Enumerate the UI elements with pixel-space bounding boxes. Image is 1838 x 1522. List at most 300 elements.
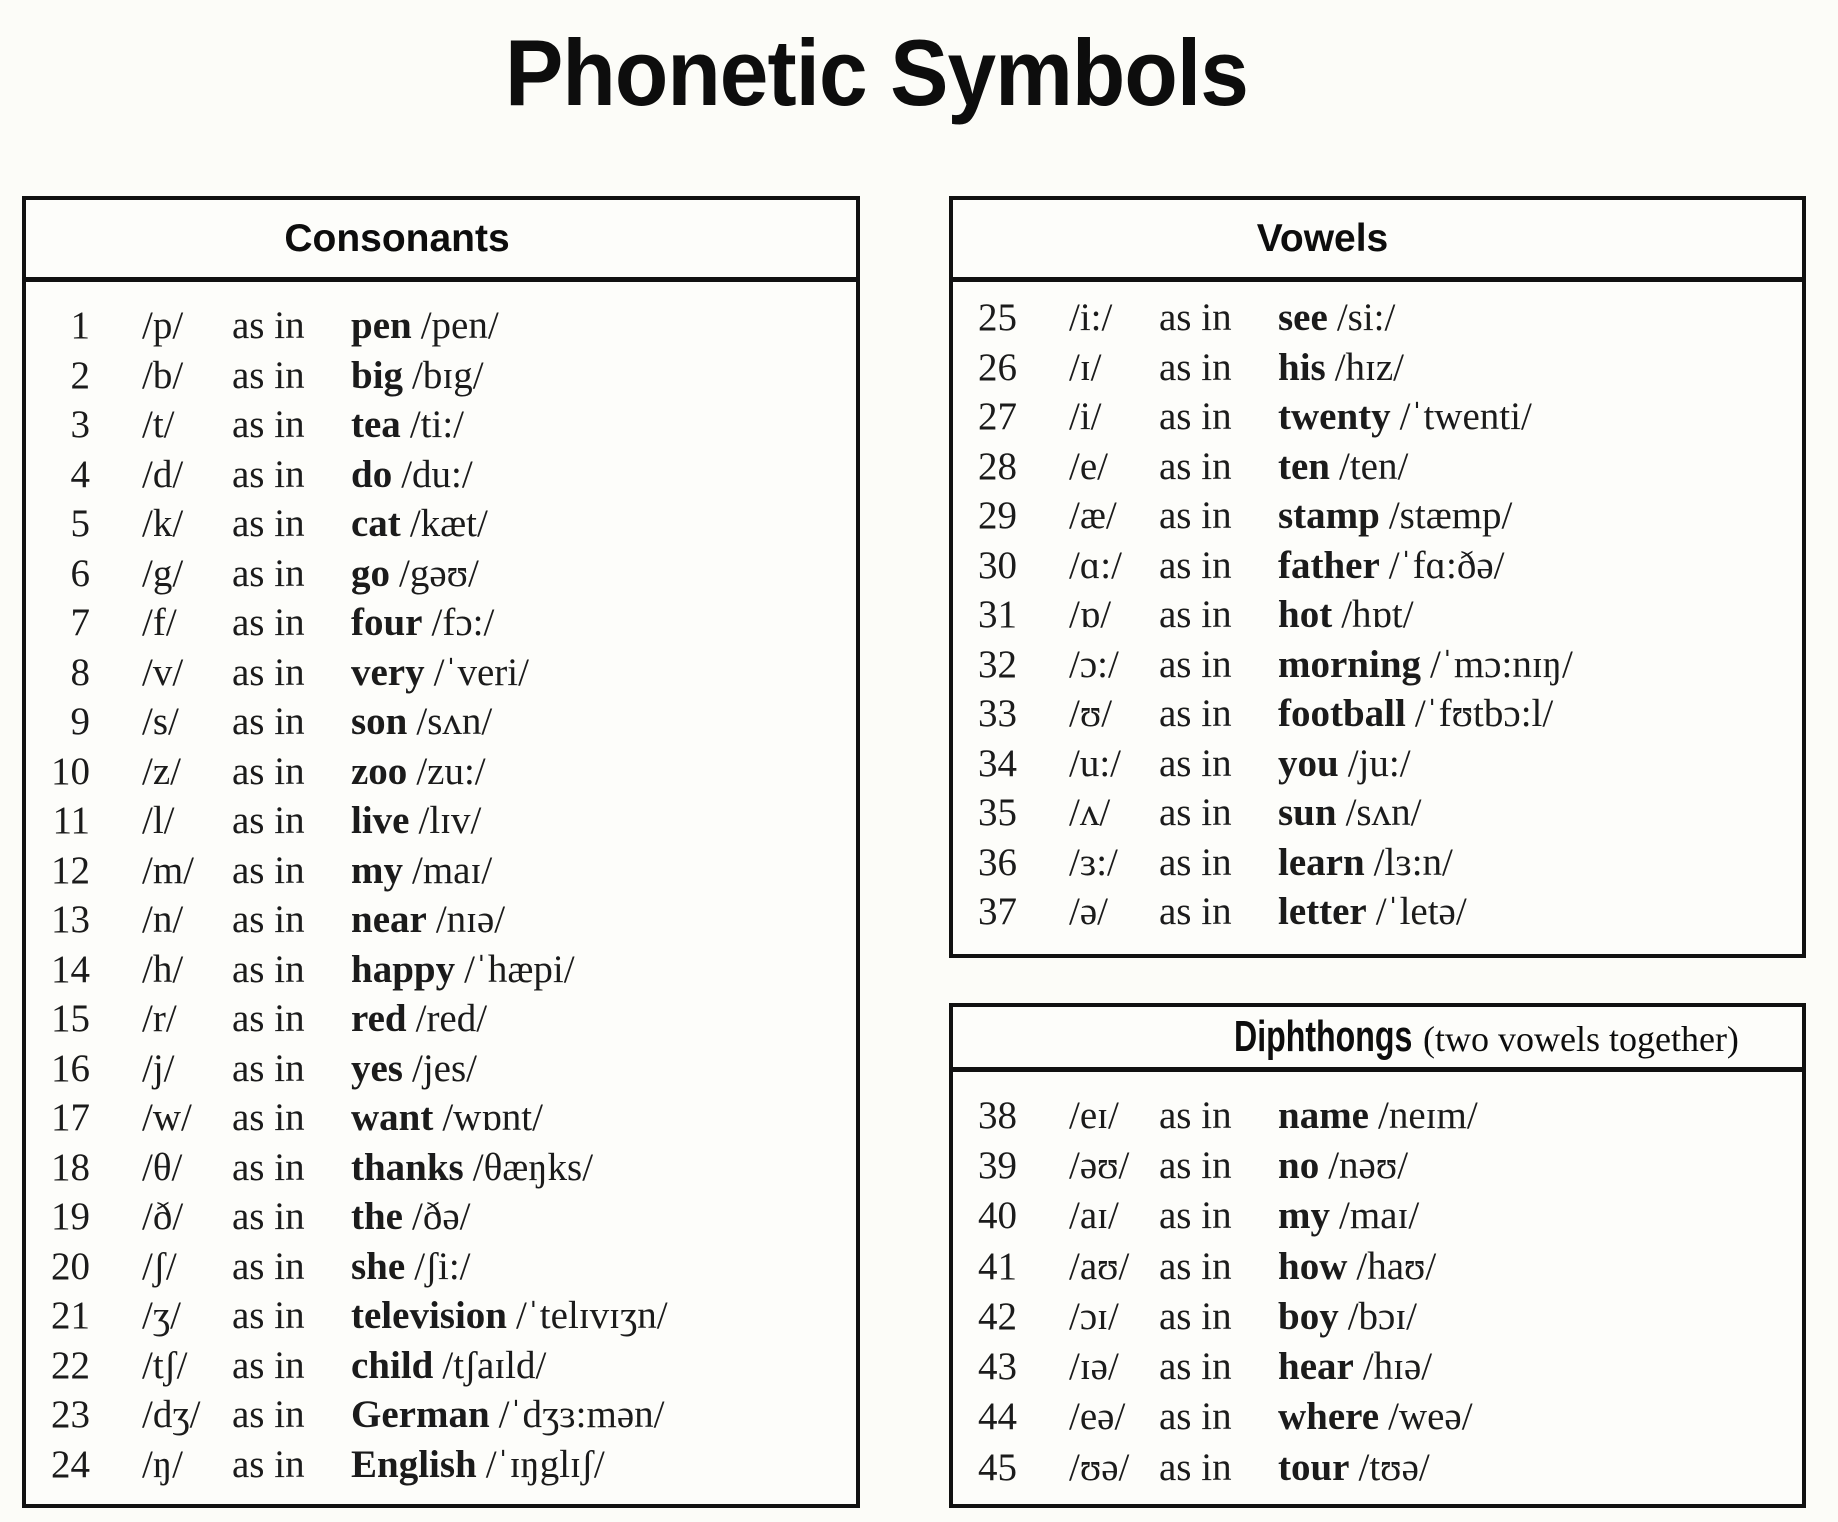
- consonants-header: [26, 200, 856, 282]
- row-example-word: no: [1278, 1143, 1320, 1187]
- consonants-row-10: [26, 747, 856, 797]
- row-symbol: /tʃ/: [142, 1343, 188, 1387]
- row-example-transcription: /ju:/: [1347, 741, 1411, 785]
- row-number: 15: [51, 997, 90, 1041]
- diphthongs-box: [949, 1003, 1806, 1508]
- row-example-word: football: [1278, 692, 1406, 736]
- vowels-row-35: [953, 788, 1802, 838]
- row-symbol: /g/: [142, 551, 184, 595]
- row-example-word: stamp: [1278, 494, 1380, 538]
- row-example: [351, 798, 856, 843]
- vowels-row-30: [953, 541, 1802, 591]
- row-example: [1278, 394, 1802, 439]
- vowels-header: [953, 200, 1802, 282]
- row-as-in-label: as in: [1159, 1294, 1232, 1338]
- row-number: 8: [70, 650, 90, 694]
- row-number: 31: [978, 593, 1017, 637]
- row-number: 19: [51, 1195, 90, 1239]
- row-example: [351, 1442, 856, 1487]
- diphthongs-row-40: [953, 1191, 1802, 1241]
- row-example: [1278, 1394, 1802, 1439]
- row-example: [1278, 889, 1802, 934]
- row-as-in-label: as in: [1159, 1445, 1232, 1489]
- row-symbol: /ɒ/: [1069, 593, 1112, 637]
- consonants-row-4: [26, 450, 856, 500]
- row-example: [351, 1194, 856, 1239]
- row-as-in-label: as in: [232, 452, 305, 496]
- row-example: [351, 1244, 856, 1289]
- row-symbol: /ɜ:/: [1069, 840, 1118, 884]
- row-example: [1278, 1143, 1802, 1188]
- diphthongs-row-41: [953, 1241, 1802, 1291]
- row-as-in-label: as in: [232, 700, 305, 744]
- row-symbol: /l/: [142, 799, 175, 843]
- row-as-in-label: as in: [232, 898, 305, 942]
- row-example-transcription: /θæŋks/: [472, 1145, 594, 1189]
- row-example-word: go: [351, 551, 390, 595]
- row-as-in-label: as in: [1159, 1345, 1232, 1389]
- row-example-transcription: /ˈletə/: [1375, 890, 1467, 934]
- row-example: [351, 1046, 856, 1091]
- consonants-row-20: [26, 1242, 856, 1292]
- row-number: 21: [51, 1294, 90, 1338]
- row-example-word: television: [351, 1294, 507, 1338]
- row-example: [1278, 543, 1802, 588]
- row-example-transcription: /ðə/: [412, 1195, 471, 1239]
- row-symbol: /ʊ/: [1069, 692, 1113, 736]
- row-example: [351, 402, 856, 447]
- consonants-row-12: [26, 846, 856, 896]
- row-example-transcription: /ti:/: [409, 403, 464, 447]
- row-example-word: sun: [1278, 791, 1337, 835]
- row-example: [1278, 1244, 1802, 1289]
- row-example-transcription: /lɪv/: [418, 799, 482, 843]
- row-example-word: child: [351, 1343, 434, 1387]
- row-number: 30: [978, 543, 1017, 587]
- consonants-row-16: [26, 1044, 856, 1094]
- row-as-in-label: as in: [1159, 296, 1232, 340]
- row-example: [351, 551, 856, 596]
- row-symbol: /f/: [142, 601, 177, 645]
- diphthongs-row-43: [953, 1341, 1802, 1391]
- row-number: 16: [51, 1046, 90, 1090]
- diphthongs-row-38: [953, 1090, 1802, 1140]
- row-example-word: cat: [351, 502, 401, 546]
- row-example-transcription: /lɜ:n/: [1373, 840, 1453, 884]
- row-as-in-label: as in: [232, 304, 305, 348]
- row-example-transcription: /sʌn/: [1345, 791, 1422, 835]
- row-example-word: learn: [1278, 840, 1365, 884]
- row-symbol: /u:/: [1069, 741, 1122, 785]
- row-example: [1278, 345, 1802, 390]
- consonants-row-17: [26, 1093, 856, 1143]
- row-example-transcription: /nɪə/: [435, 898, 506, 942]
- row-symbol: /eə/: [1069, 1395, 1126, 1439]
- row-as-in-label: as in: [232, 947, 305, 991]
- row-symbol: /æ/: [1069, 494, 1117, 538]
- row-example-word: morning: [1278, 642, 1422, 686]
- vowels-row-31: [953, 590, 1802, 640]
- row-as-in-label: as in: [1159, 692, 1232, 736]
- row-example-transcription: /ˈveri/: [433, 650, 529, 694]
- row-as-in-label: as in: [232, 650, 305, 694]
- row-example-transcription: /hɪə/: [1362, 1345, 1433, 1389]
- vowels-row-29: [953, 491, 1802, 541]
- row-number: 33: [978, 692, 1017, 736]
- consonants-row-23: [26, 1390, 856, 1440]
- diphthongs-row-42: [953, 1291, 1802, 1341]
- row-as-in-label: as in: [1159, 741, 1232, 785]
- diphthongs-row-39: [953, 1140, 1802, 1190]
- row-symbol: /ə/: [1069, 890, 1108, 934]
- row-number: 18: [51, 1145, 90, 1189]
- row-symbol: /ɪ/: [1069, 345, 1102, 389]
- row-number: 45: [978, 1445, 1017, 1489]
- row-symbol: /ð/: [142, 1195, 184, 1239]
- consonants-header-label: Consonants: [284, 216, 510, 260]
- row-example: [1278, 691, 1802, 736]
- consonants-box: [22, 196, 860, 1508]
- row-example-word: how: [1278, 1244, 1348, 1288]
- row-symbol: /v/: [142, 650, 184, 694]
- row-example: [1278, 741, 1802, 786]
- row-example-transcription: /nəʊ/: [1328, 1143, 1409, 1187]
- vowels-row-34: [953, 739, 1802, 789]
- row-number: 14: [51, 947, 90, 991]
- row-example-transcription: /ˈhæpi/: [464, 947, 575, 991]
- row-example: [1278, 790, 1802, 835]
- row-as-in-label: as in: [1159, 791, 1232, 835]
- row-symbol: /z/: [142, 749, 181, 793]
- row-as-in-label: as in: [232, 1046, 305, 1090]
- row-symbol: /i/: [1069, 395, 1102, 439]
- consonants-row-2: [26, 351, 856, 401]
- row-as-in-label: as in: [232, 502, 305, 546]
- row-example-transcription: /bɪg/: [412, 353, 484, 397]
- row-number: 3: [70, 403, 90, 447]
- row-example-word: four: [351, 601, 423, 645]
- row-number: 10: [51, 749, 90, 793]
- row-example-transcription: /ˈmɔ:nɪŋ/: [1430, 642, 1573, 686]
- vowels-rows: [953, 282, 1802, 937]
- row-as-in-label: as in: [1159, 593, 1232, 637]
- row-example: [351, 848, 856, 893]
- row-as-in-label: as in: [1159, 642, 1232, 686]
- row-example-transcription: /weə/: [1388, 1395, 1473, 1439]
- row-example: [351, 452, 856, 497]
- row-example-transcription: /sʌn/: [416, 700, 493, 744]
- row-example-transcription: /jes/: [412, 1046, 477, 1090]
- row-example: [351, 1145, 856, 1190]
- row-example: [351, 1293, 856, 1338]
- row-example-transcription: /hɒt/: [1341, 593, 1414, 637]
- consonants-row-9: [26, 697, 856, 747]
- row-example-word: thanks: [351, 1145, 464, 1189]
- row-as-in-label: as in: [232, 799, 305, 843]
- row-example-word: English: [351, 1442, 477, 1486]
- row-as-in-label: as in: [232, 551, 305, 595]
- consonants-row-8: [26, 648, 856, 698]
- row-as-in-label: as in: [1159, 840, 1232, 884]
- row-example-word: do: [351, 452, 393, 496]
- row-as-in-label: as in: [1159, 444, 1232, 488]
- row-as-in-label: as in: [232, 997, 305, 1041]
- row-example-word: his: [1278, 345, 1326, 389]
- row-example-word: hear: [1278, 1345, 1354, 1389]
- row-symbol: /k/: [142, 502, 184, 546]
- row-number: 9: [70, 700, 90, 744]
- row-example: [1278, 1294, 1802, 1339]
- row-example-word: near: [351, 898, 427, 942]
- row-symbol: /ʃ/: [142, 1244, 177, 1288]
- row-example: [351, 996, 856, 1041]
- row-as-in-label: as in: [232, 601, 305, 645]
- row-symbol: /ʊə/: [1069, 1445, 1130, 1489]
- row-example-word: letter: [1278, 890, 1367, 934]
- row-example: [1278, 444, 1802, 489]
- row-example-transcription: /bɔɪ/: [1347, 1294, 1418, 1338]
- row-number: 38: [978, 1093, 1017, 1137]
- row-example-transcription: /du:/: [401, 452, 473, 496]
- row-example: [351, 947, 856, 992]
- row-example: [1278, 642, 1802, 687]
- diphthongs-header-subtitle: (two vowels together): [1423, 1019, 1739, 1059]
- diphthongs-row-45: [953, 1442, 1802, 1492]
- row-example: [1278, 1093, 1802, 1138]
- vowels-row-26: [953, 343, 1802, 393]
- row-example-transcription: /gəʊ/: [399, 551, 479, 595]
- vowels-header-label: Vowels: [1256, 216, 1389, 260]
- consonants-row-11: [26, 796, 856, 846]
- row-number: 26: [978, 345, 1017, 389]
- consonants-row-15: [26, 994, 856, 1044]
- row-number: 39: [978, 1143, 1017, 1187]
- row-as-in-label: as in: [1159, 1194, 1232, 1238]
- vowels-box: [949, 196, 1806, 958]
- row-example: [1278, 1445, 1802, 1490]
- row-example-word: live: [351, 799, 410, 843]
- row-number: 2: [70, 353, 90, 397]
- row-as-in-label: as in: [232, 1343, 305, 1387]
- row-number: 35: [978, 791, 1017, 835]
- row-symbol: /e/: [1069, 444, 1108, 488]
- row-number: 1: [70, 304, 90, 348]
- row-number: 24: [51, 1442, 90, 1486]
- vowels-row-25: [953, 293, 1802, 343]
- row-example: [351, 1343, 856, 1388]
- vowels-row-36: [953, 838, 1802, 888]
- row-example-word: ten: [1278, 444, 1330, 488]
- row-number: 42: [978, 1294, 1017, 1338]
- diphthongs-rows: [953, 1072, 1802, 1492]
- row-example-word: want: [351, 1096, 434, 1140]
- row-example-transcription: /fɔ:/: [431, 601, 495, 645]
- row-number: 6: [70, 551, 90, 595]
- row-number: 41: [978, 1244, 1017, 1288]
- row-example-word: very: [351, 650, 425, 694]
- row-example-word: name: [1278, 1093, 1369, 1137]
- row-symbol: /i:/: [1069, 296, 1113, 340]
- row-example-word: she: [351, 1244, 406, 1288]
- row-number: 17: [51, 1096, 90, 1140]
- row-number: 43: [978, 1345, 1017, 1389]
- row-example: [1278, 1344, 1802, 1389]
- row-example: [351, 897, 856, 942]
- row-example-transcription: /wɒnt/: [442, 1096, 543, 1140]
- consonants-row-13: [26, 895, 856, 945]
- row-example-transcription: /ˈfɑ:ðə/: [1388, 543, 1505, 587]
- row-number: 34: [978, 741, 1017, 785]
- row-number: 44: [978, 1395, 1017, 1439]
- row-number: 12: [51, 848, 90, 892]
- row-symbol: /t/: [142, 403, 175, 447]
- consonants-row-18: [26, 1143, 856, 1193]
- row-as-in-label: as in: [232, 1294, 305, 1338]
- row-example-transcription: /ˈtelɪvɪʒn/: [515, 1294, 668, 1338]
- row-example: [1278, 1193, 1802, 1238]
- row-example-transcription: /red/: [415, 997, 488, 1041]
- row-example: [351, 1392, 856, 1437]
- row-symbol: /əʊ/: [1069, 1143, 1130, 1187]
- consonants-row-6: [26, 549, 856, 599]
- consonants-row-7: [26, 598, 856, 648]
- row-example-transcription: /stæmp/: [1388, 494, 1513, 538]
- consonants-row-22: [26, 1341, 856, 1391]
- row-symbol: /ʒ/: [142, 1294, 181, 1338]
- row-example-transcription: /ˈdʒɜ:mən/: [498, 1393, 665, 1437]
- row-example-word: tour: [1278, 1445, 1350, 1489]
- row-example: [351, 749, 856, 794]
- row-example-word: boy: [1278, 1294, 1339, 1338]
- row-example-word: the: [351, 1195, 403, 1239]
- row-symbol: /ɔ:/: [1069, 642, 1119, 686]
- row-as-in-label: as in: [1159, 1093, 1232, 1137]
- row-as-in-label: as in: [232, 1442, 305, 1486]
- row-symbol: /ʌ/: [1069, 791, 1111, 835]
- row-example: [1278, 493, 1802, 538]
- consonants-row-5: [26, 499, 856, 549]
- row-example-word: pen: [351, 304, 412, 348]
- row-symbol: /b/: [142, 353, 184, 397]
- row-number: 7: [70, 601, 90, 645]
- row-as-in-label: as in: [1159, 890, 1232, 934]
- row-example-transcription: /hɪz/: [1334, 345, 1405, 389]
- row-example: [351, 1095, 856, 1140]
- row-example: [351, 650, 856, 695]
- row-symbol: /θ/: [142, 1145, 183, 1189]
- row-example-word: my: [351, 848, 403, 892]
- row-example-word: German: [351, 1393, 490, 1437]
- row-symbol: /d/: [142, 452, 184, 496]
- row-symbol: /j/: [142, 1046, 175, 1090]
- vowels-row-28: [953, 442, 1802, 492]
- row-as-in-label: as in: [1159, 395, 1232, 439]
- row-example-transcription: /tʊə/: [1358, 1445, 1430, 1489]
- row-example: [1278, 840, 1802, 885]
- vowels-row-32: [953, 640, 1802, 690]
- row-example-transcription: /si:/: [1336, 296, 1396, 340]
- row-number: 37: [978, 890, 1017, 934]
- row-example-word: son: [351, 700, 408, 744]
- row-example-word: yes: [351, 1046, 403, 1090]
- row-number: 20: [51, 1244, 90, 1288]
- row-symbol: /r/: [142, 997, 177, 1041]
- row-example: [351, 353, 856, 398]
- row-as-in-label: as in: [232, 749, 305, 793]
- row-example-transcription: /tʃaɪld/: [442, 1343, 547, 1387]
- row-example-word: father: [1278, 543, 1380, 587]
- row-example-transcription: /zu:/: [416, 749, 486, 793]
- row-symbol: /h/: [142, 947, 184, 991]
- row-example-transcription: /ˈtwenti/: [1399, 395, 1532, 439]
- row-symbol: /n/: [142, 898, 184, 942]
- row-example-transcription: /pen/: [420, 304, 499, 348]
- row-example: [351, 600, 856, 645]
- row-number: 25: [978, 296, 1017, 340]
- row-example-word: big: [351, 353, 404, 397]
- row-example-transcription: /ˈɪŋglɪʃ/: [485, 1442, 605, 1486]
- row-example-word: you: [1278, 741, 1339, 785]
- row-example-word: zoo: [351, 749, 408, 793]
- row-as-in-label: as in: [232, 403, 305, 447]
- row-number: 4: [70, 452, 90, 496]
- row-example: [351, 501, 856, 546]
- row-symbol: /ɪə/: [1069, 1345, 1119, 1389]
- row-number: 40: [978, 1194, 1017, 1238]
- diphthongs-header: [953, 1007, 1802, 1072]
- diphthongs-header-label: Diphthongs: [1234, 1012, 1413, 1061]
- consonants-row-14: [26, 945, 856, 995]
- row-example-word: tea: [351, 403, 401, 447]
- row-example-transcription: /maɪ/: [412, 848, 493, 892]
- row-as-in-label: as in: [232, 1096, 305, 1140]
- row-number: 27: [978, 395, 1017, 439]
- row-number: 28: [978, 444, 1017, 488]
- row-number: 11: [52, 799, 90, 843]
- row-example: [351, 303, 856, 348]
- consonants-row-1: [26, 301, 856, 351]
- diphthongs-row-44: [953, 1392, 1802, 1442]
- consonants-rows: [26, 282, 856, 1489]
- row-example-word: hot: [1278, 593, 1333, 637]
- row-number: 22: [51, 1343, 90, 1387]
- row-example-word: where: [1278, 1395, 1380, 1439]
- row-symbol: /ɔɪ/: [1069, 1294, 1119, 1338]
- vowels-row-27: [953, 392, 1802, 442]
- row-symbol: /dʒ/: [142, 1393, 201, 1437]
- row-example-transcription: /neɪm/: [1378, 1093, 1478, 1137]
- row-example-word: see: [1278, 296, 1328, 340]
- row-example-transcription: /haʊ/: [1356, 1244, 1437, 1288]
- row-symbol: /w/: [142, 1096, 192, 1140]
- consonants-row-21: [26, 1291, 856, 1341]
- row-as-in-label: as in: [232, 353, 305, 397]
- consonants-row-24: [26, 1440, 856, 1490]
- consonants-row-3: [26, 400, 856, 450]
- row-example-transcription: /ˈfʊtbɔ:l/: [1414, 692, 1554, 736]
- page-title: Phonetic Symbols: [505, 20, 1248, 125]
- row-symbol: /aʊ/: [1069, 1244, 1130, 1288]
- row-symbol: /p/: [142, 304, 184, 348]
- row-example-transcription: /kæt/: [409, 502, 488, 546]
- row-example-transcription: /ten/: [1339, 444, 1409, 488]
- row-example: [351, 699, 856, 744]
- row-symbol: /eɪ/: [1069, 1093, 1119, 1137]
- row-as-in-label: as in: [232, 848, 305, 892]
- row-symbol: /m/: [142, 848, 195, 892]
- row-as-in-label: as in: [1159, 1143, 1232, 1187]
- row-example-word: red: [351, 997, 407, 1041]
